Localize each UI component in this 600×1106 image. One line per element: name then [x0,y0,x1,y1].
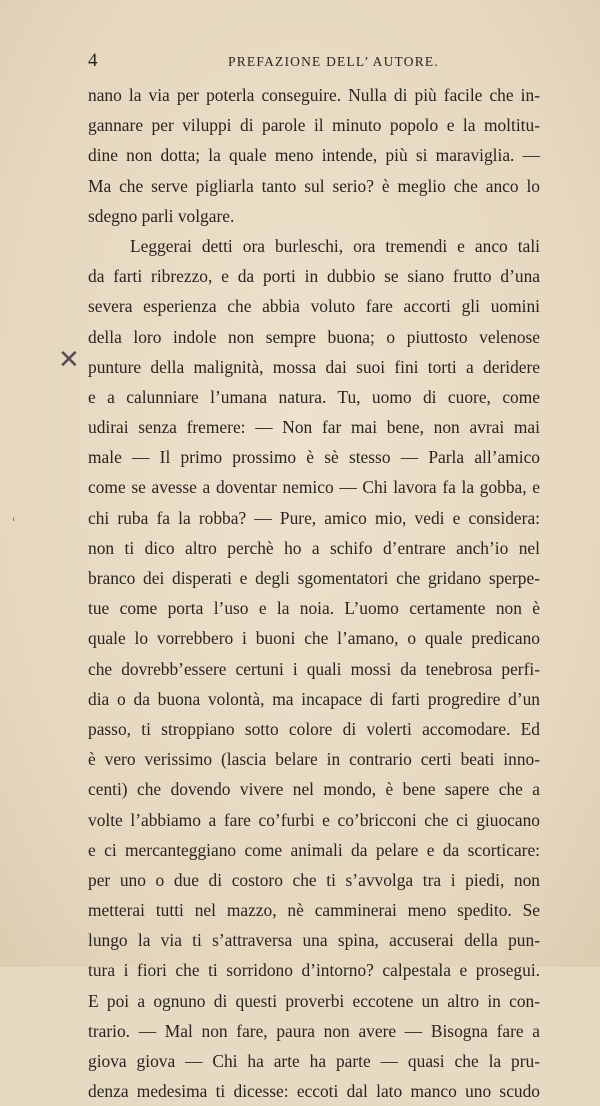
page-header [88,50,528,74]
text-line: che dovrebb’essere certuni i quali mossi da tenebrosa perfi- [88,658,540,679]
text-line: metterai tutti nel mazzo, nè camminerai meno spedito. Se [88,900,540,921]
text-line: sdegno parli volgare. [88,205,235,226]
body-text [88,80,540,1106]
text-line: dine non dotta; la quale meno intende, più si maraviglia. — [88,145,540,166]
text-line: tue come porta l’uso e la noia. L’uomo certamente non è [88,598,540,619]
text-line: come se avesse a doventar nemico — Chi lavora fa la gobba, e [88,477,540,498]
text-line: branco dei disperati e degli sgomentatori che gridano sperpe- [88,568,540,588]
text-line: male — Il primo prossimo è sè stesso — Parla all’amico [88,447,540,468]
margin-pencil-mark: ✕ [58,345,80,375]
text-line: chi ruba fa la robba? — Pure, amico mio, vedi e considera: [88,507,540,528]
text-line: centi) che dovendo vivere nel mondo, è bene sapere che a [88,779,540,800]
text-line: gannare per viluppi di parole il minuto popolo e la moltitu- [88,115,540,136]
text-line: da farti ribrezzo, e da porti in dubbio se siano frutto d’una [88,266,540,287]
text-line: dia o da buona volontà, ma incapace di farti progredire d’un [88,688,540,709]
text-line: trario. — Mal non fare, paura non avere — Bisogna fare a [88,1020,540,1041]
text-line: lungo la via ti s’attraversa una spina, accuserai della pun- [88,930,540,951]
text-line: giova giova — Chi ha arte ha parte — quasi che la pru- [88,1051,540,1071]
text-line: nano la via per poterla conseguire. Nulla di più facile che in- [88,85,540,105]
text-line: volte l’abbiamo a fare co’furbi e co’bricconi che ci giuocano [88,809,540,830]
running-title: PREFAZIONE DELL’ AUTORE. [228,54,439,69]
text-line: e ci mercanteggiano come animali da pelare e da scorticare: [88,839,540,860]
text-line: Leggerai detti ora burleschi, ora tremendi e anco tali [130,235,540,256]
page-number: 4 [88,50,99,71]
text-line: è vero verissimo (lascia belare in contrario certi beati inno- [88,749,540,770]
text-line: tura i fiori che ti sorridono d’intorno? calpestala e prosegui. [88,960,540,981]
text-line: Ma che serve pigliarla tanto sul serio? è meglio che anco lo [88,175,540,196]
text-line: passo, ti stroppiano sotto colore di volerti accomodare. Ed [88,718,540,739]
text-line: non ti dico altro perchè ho a schifo d’entrare anch’io nel [88,537,540,558]
text-line: severa esperienza che abbia voluto fare accorti gli uomini [88,296,540,317]
text-line: e a calunniare l’umana natura. Tu, uomo di cuore, come [88,386,540,407]
text-line: punture della malignità, mossa dai suoi fini torti a deridere [88,356,540,377]
text-line: E poi a ognuno di questi proverbi eccotene un altro in con- [88,990,540,1011]
text-line: quale lo vorrebbero i buoni che l’amano, o quale predicano [88,628,540,649]
margin-tick-mark: ˈ [12,516,16,530]
text-line: per uno o due di costoro che ti s’avvolga tra i piedi, non [88,869,540,890]
text-line: udirai senza fremere: — Non far mai bene, non avrai mai [88,417,540,438]
text-line: denza medesima ti dicesse: eccoti dal lato manco uno scudo [88,1081,540,1102]
text-line: della loro indole non sempre buona; o piuttosto velenose [88,326,540,347]
